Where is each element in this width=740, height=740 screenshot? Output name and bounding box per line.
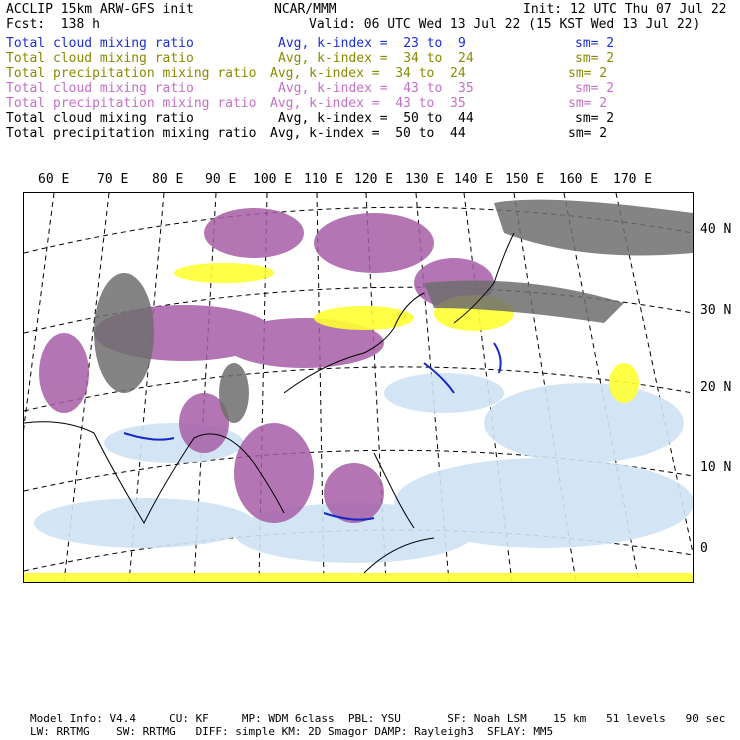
field-sm-4: sm= 2 [575,81,615,96]
field-name-6: Total cloud mixing ratio [6,111,194,126]
field-stat-5: Avg, k-index = 43 to 35 [270,96,466,111]
field-stat-7: Avg, k-index = 50 to 44 [270,126,466,141]
field-name-3: Total precipitation mixing ratio [6,66,257,81]
model-title: ACCLIP 15km ARW-GFS init [6,2,194,17]
field-sm-3: sm= 2 [568,66,608,81]
field-sm-6: sm= 2 [575,111,615,126]
field-sm-7: sm= 2 [568,126,608,141]
init-time: Init: 12 UTC Thu 07 Jul 22 [523,2,727,17]
lon-label: 70 E [97,172,129,187]
lon-label: 80 E [152,172,184,187]
lon-label: 120 E [354,172,394,187]
field-name-7: Total precipitation mixing ratio [6,126,257,141]
lat-label: 20 N [700,380,732,395]
center-label: NCAR/MMM [274,2,337,17]
lat-label: 40 N [700,222,732,237]
field-name-5: Total precipitation mixing ratio [6,96,257,111]
field-sm-5: sm= 2 [568,96,608,111]
forecast-hour: Fcst: 138 h [6,17,100,32]
forecast-map [23,192,694,583]
field-stat-1: Avg, k-index = 23 to 9 [278,36,466,51]
map-graphic [24,193,693,582]
field-stat-4: Avg, k-index = 43 to 35 [278,81,474,96]
lon-label: 170 E [613,172,653,187]
field-name-4: Total cloud mixing ratio [6,81,194,96]
field-name-2: Total cloud mixing ratio [6,51,194,66]
lat-label: 10 N [700,460,732,475]
field-stat-2: Avg, k-index = 34 to 24 [278,51,474,66]
valid-time: Valid: 06 UTC Wed 13 Jul 22 (15 KST Wed 13 Jul 22) [309,17,701,32]
lat-label: 30 N [700,303,732,318]
lon-label: 110 E [304,172,344,187]
field-sm-2: sm= 2 [575,51,615,66]
lon-label: 60 E [38,172,70,187]
lon-label: 150 E [505,172,545,187]
field-stat-6: Avg, k-index = 50 to 44 [278,111,474,126]
lon-label: 160 E [559,172,599,187]
field-stat-3: Avg, k-index = 34 to 24 [270,66,466,81]
lat-label: 0 [700,541,708,556]
lon-label: 100 E [253,172,293,187]
lon-label: 140 E [454,172,494,187]
model-info-line1: Model Info: V4.4 CU: KF MP: WDM 6class PBL: YSU SF: Noah LSM 15 km 51 levels 90 sec [30,712,726,725]
field-sm-1: sm= 2 [575,36,615,51]
field-name-1: Total cloud mixing ratio [6,36,194,51]
lon-label: 90 E [205,172,237,187]
model-info-line2: LW: RRTMG SW: RRTMG DIFF: simple KM: 2D Smagor DAMP: Rayleigh3 SFLAY: MM5 [30,725,554,738]
lon-label: 130 E [405,172,445,187]
